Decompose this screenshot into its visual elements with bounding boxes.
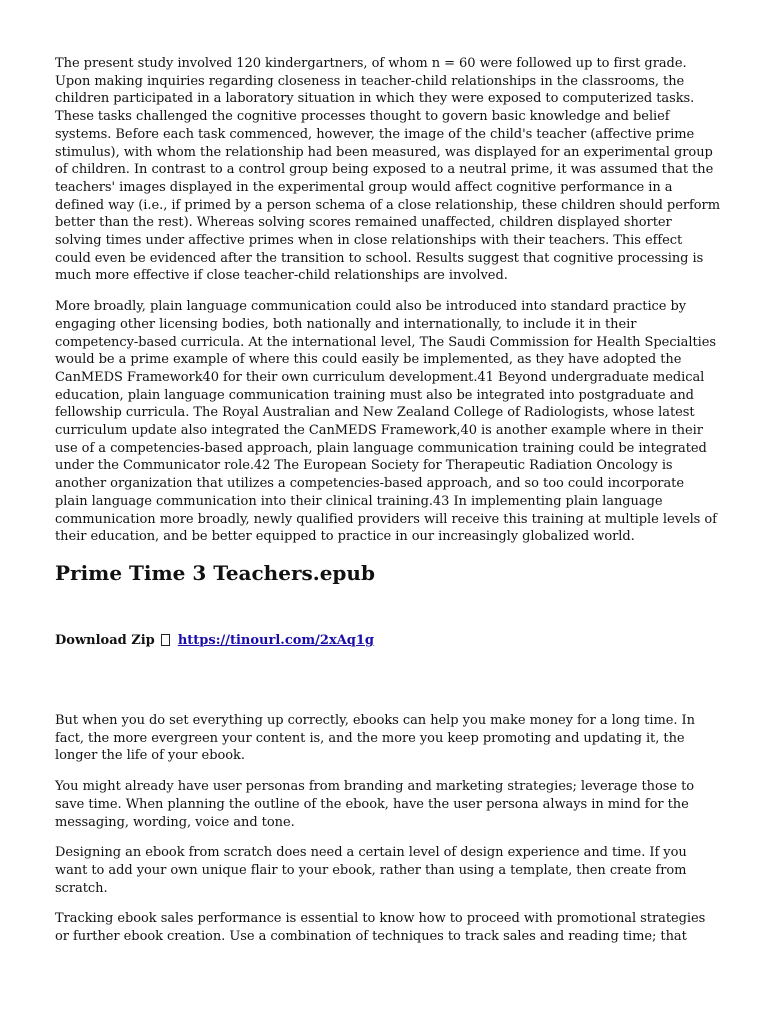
download-link[interactable]: https://tinourl.com/2xAq1g xyxy=(177,632,375,648)
paragraph-tracking-sales: Tracking ebook sales performance is essential to know how to proceed with promotional strategies or further ebook creation. Use a combination of techniques to track sales and reading time; that xyxy=(55,911,706,945)
paragraph-user-personas: You might already have user personas from branding and marketing strategies; leverage those to save time. When planning the outline of the ebook, have the user persona always in mind for the messaging, wording, voice and tone. xyxy=(55,779,695,830)
document-page xyxy=(55,55,720,959)
missing-glyph-icon xyxy=(161,634,170,646)
download-line xyxy=(55,632,720,650)
download-label: Download Zip xyxy=(55,632,155,648)
paragraph-plain-language: More broadly, plain language communication could also be introduced into standard practice by engaging other licensing bodies, both nationally and internationally, to include it in their competency-based curricula. At the international level, The Saudi Commission for Health Specialties would be a prime example of where this could easily be implemented, as they have adopted the CanMEDS Framework40 for their own curriculum development.41 Beyond undergraduate medical education, plain language communication training must also be integrated into postgraduate and fellowship curricula. The Royal Australian and New Zealand College of Radiologists, whose latest curriculum update also integrated the CanMEDS Framework,40 is another example where in their use of a competencies-based approach, plain language communication training could be integrated under the Communicator role.42 The European Society for Therapeutic Radiation Oncology is another organization that utilizes a competencies-based approach, and so too could incorporate plain language communication into their clinical training.43 In implementing plain language communication more broadly, newly qualified providers will receive this training at multiple levels of their education, and be better equipped to practice in our increasingly globalized world. xyxy=(55,299,717,545)
paragraph-ebooks-money: But when you do set everything up correctly, ebooks can help you make money for a long time. In fact, the more evergreen your content is, and the more you keep promoting and updating it, the longer the life of your ebook. xyxy=(55,712,695,764)
page-title: Prime Time 3 Teachers.epub xyxy=(55,560,375,585)
spacer xyxy=(55,650,720,712)
paragraph-design-scratch: Designing an ebook from scratch does need a certain level of design experience and time. If you want to add your own unique flair to your ebook, rather than using a template, then create from scratch. xyxy=(55,845,687,896)
paragraph-study: The present study involved 120 kindergartners, of whom n = 60 were followed up to first grade. Upon making inquiries regarding closeness in teacher-child relationships in the classrooms, the children participated in a laboratory situation in which they were exposed to computerized tasks. These tasks challenged the cognitive processes thought to govern basic knowledge and belief systems. Before each task commenced, however, the image of the child's teacher (affective prime stimulus), with whom the relationship had been measured, was displayed for an experimental group of children. In contrast to a control group being exposed to a neutral prime, it was assumed that the teachers' images displayed in the experimental group would affect cognitive performance in a defined way (i.e., if primed by a person schema of a close relationship, these children should perform better than the rest). Whereas solving scores remained unaffected, children displayed shorter solving times under affective primes when in close relationships with their teachers. This effect could even be evidenced after the transition to school. Results suggest that cognitive processing is much more effective if close teacher-child relationships are involved. xyxy=(55,56,720,284)
